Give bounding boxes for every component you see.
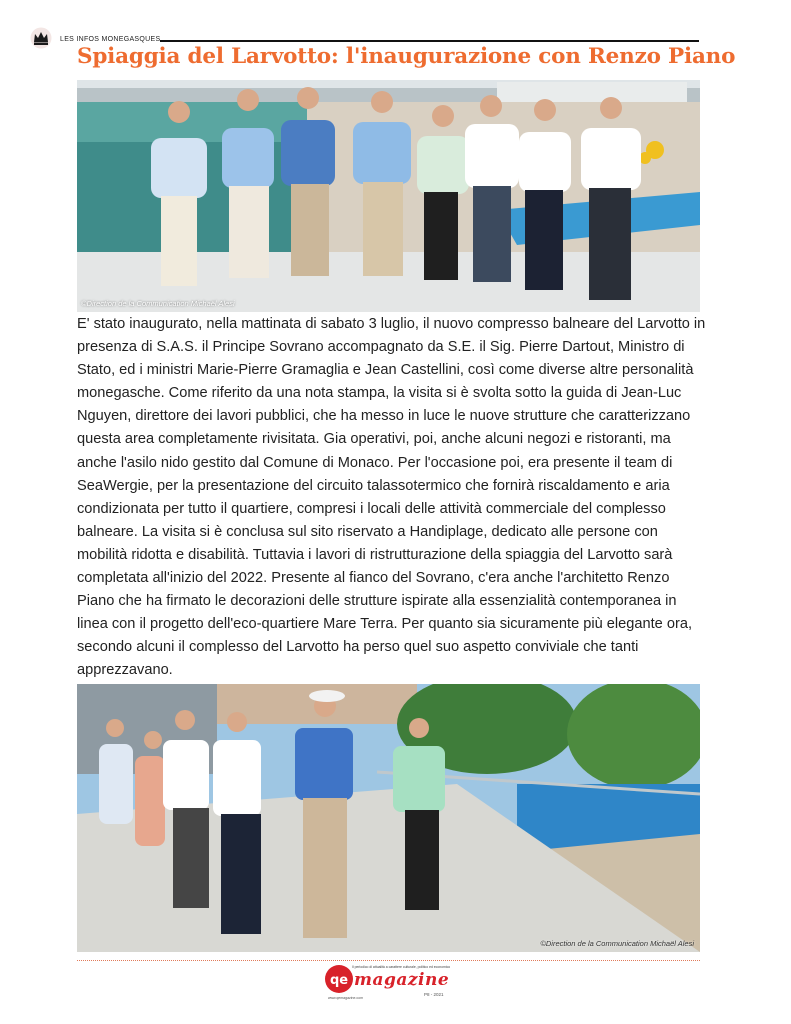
section-label: LES INFOS MONEGASQUES [60, 36, 161, 43]
article-body: E' stato inaugurato, nella mattinata di sabato 3 luglio, il nuovo compresso balneare del Larvotto in presenza di S.A.S. il Principe Sovrano accompagnato da S.E. il Sig. Pierre Dartout, Ministro di Stato, ed i ministri Marie-Pierre Gramaglia e Jean Castellini, così come diverse altre personalità monegasche. Come riferito da una nota stampa, la visita si è svolta sotto la guida di Jean-Luc Nguyen, direttore dei lavori pubblici, che ha messo in luce le nuove strutture che caratterizzano questa area completamente rivisitata. Gia operativi, poi, anche alcuni negozi e ristoranti, ma anche l'asilo nido gestito dal Comune di Monaco. Per l'occasione poi, era presente il team di SeaWergie, per la presentazione del circuito talassotermico che fornirà riscaldamento e aria condizionata per tutto il quartiere, compresi i locali delle attività commerciale del complesso balneare. La visita si è conclusa sul sito riservato a Handiplage, dedicato alle persone con mobilità ridotta e disabilità. Tuttavia i lavori di ristrutturazione della spiaggia del Larvotto sarà completata all'inizio del 2022. Presente al fianco del Sovrano, c'era anche l'architetto Renzo Piano che ha firmato le decorazioni delle strutture ispirate alla essenzialità contemporanea in linea con il progetto dell'eco-quartiere Mare Terra. Per quanto sia sicuramente più elegante ora, secondo alcuni il complesso del Larvotto ha perso quel suo aspetto conviviale che tanti apprezzavano. [77, 316, 706, 679]
qe-magazine-logo [324, 962, 468, 1002]
footer-divider [77, 960, 700, 961]
tour-photo [77, 684, 700, 952]
article-title: Spiaggia del Larvotto: l'inaugurazione con Renzo Piano [77, 44, 736, 69]
issue-number: P8 - 2021 [424, 992, 444, 997]
magazine-website: www.qemagazine.com [328, 996, 364, 1000]
magazine-tagline: Il periodico di attualità a carattere culturale, politico ed economico [352, 965, 451, 969]
photo-credit: ©Direction de la Communication Michaël Alesi [540, 939, 694, 948]
qe-logo-icon [324, 964, 354, 994]
svg-text:qe: qe [329, 973, 349, 988]
header-divider [160, 40, 699, 42]
group-photo [77, 80, 700, 312]
magazine-wordmark: magazine [354, 970, 450, 990]
photo-credit: ©Direction de la Communication Michaël Alesi [81, 299, 235, 308]
crown-icon [30, 27, 52, 49]
